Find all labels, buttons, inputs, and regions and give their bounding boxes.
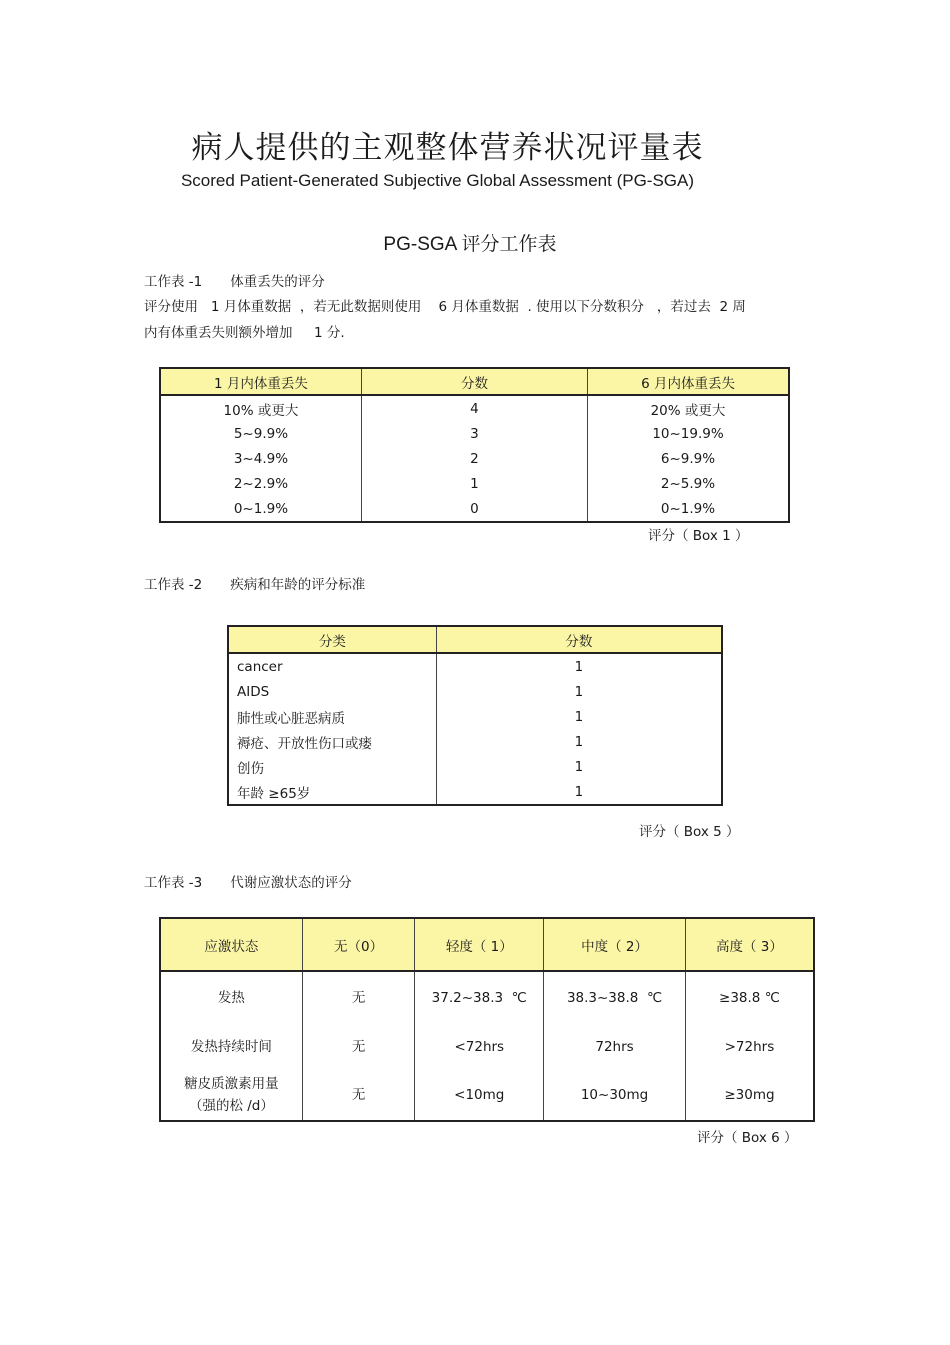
- table-cell: 10~19.9%: [588, 421, 789, 446]
- metabolic-stress-table: [159, 917, 815, 1122]
- table-cell: 年龄 ≥65岁: [228, 779, 436, 805]
- table-row: [160, 496, 789, 522]
- table-cell: ≥38.8 ℃: [685, 971, 814, 1024]
- column-header: 无（0）: [302, 918, 415, 971]
- worksheet-2-label: 工作表 -2: [144, 577, 203, 593]
- table-row: [160, 395, 789, 421]
- table-header-row: [160, 918, 814, 971]
- table-cell: 糖皮质激素用量 （强的松 /d）: [160, 1070, 302, 1121]
- table-cell: 72hrs: [544, 1024, 686, 1070]
- table-cell: 1: [361, 471, 587, 496]
- box1-score-label: 评分（ Box 1 ）: [648, 528, 749, 544]
- table-cell: <72hrs: [415, 1024, 544, 1070]
- table-cell: 3: [361, 421, 587, 446]
- table-cell: 1: [436, 679, 722, 704]
- table-cell: 3~4.9%: [160, 446, 361, 471]
- worksheet-1-heading: [144, 270, 325, 290]
- table-row: [160, 471, 789, 496]
- table-cell: 2: [361, 446, 587, 471]
- table-header-row: [228, 626, 722, 653]
- table-cell: 10% 或更大: [160, 395, 361, 421]
- table-cell: 4: [361, 395, 587, 421]
- column-header: 高度（ 3）: [685, 918, 814, 971]
- worksheet-1-name: 体重丢失的评分: [230, 274, 325, 290]
- table-row: [228, 679, 722, 704]
- table-cell: <10mg: [415, 1070, 544, 1121]
- table-row: [160, 446, 789, 471]
- table-cell: 发热持续时间: [160, 1024, 302, 1070]
- table-cell: 0: [361, 496, 587, 522]
- worksheet-1-desc-line2: 内有体重丢失则额外增加 1 分.: [144, 325, 345, 341]
- worksheet-3-heading: [144, 871, 352, 891]
- disease-age-table: [227, 625, 723, 806]
- column-header: 分数: [436, 626, 722, 653]
- table-row: [228, 754, 722, 779]
- worksheet-3-label: 工作表 -3: [144, 875, 203, 891]
- table-row: [228, 653, 722, 679]
- table-cell: 37.2~38.3 ℃: [415, 971, 544, 1024]
- worksheet-1-desc-line1: 评分使用 1 月体重数据 ，若无此数据则使用 6 月体重数据 . 使用以下分数积分 ，若过去 2 周: [144, 299, 746, 315]
- table-cell: 无: [302, 1024, 415, 1070]
- table-row: [228, 729, 722, 754]
- table-cell: cancer: [228, 653, 436, 679]
- table-cell: 20% 或更大: [588, 395, 789, 421]
- table-cell: 褥疮、开放性伤口或瘘: [228, 729, 436, 754]
- table-cell: 1: [436, 754, 722, 779]
- column-header: 应激状态: [160, 918, 302, 971]
- table-cell: 2~5.9%: [588, 471, 789, 496]
- table-cell: ≥30mg: [685, 1070, 814, 1121]
- table-cell: AIDS: [228, 679, 436, 704]
- column-header: 1 月内体重丢失: [160, 368, 361, 395]
- box5-score-label: 评分（ Box 5 ）: [639, 824, 740, 840]
- table-cell: 发热: [160, 971, 302, 1024]
- table-cell: 肺性或心脏恶病质: [228, 704, 436, 729]
- worksheet-2-heading: [144, 573, 365, 593]
- table-row: [160, 1070, 814, 1121]
- table-cell: 创伤: [228, 754, 436, 779]
- column-header: 中度（ 2）: [544, 918, 686, 971]
- weight-loss-table: [159, 367, 790, 523]
- table-row: [160, 971, 814, 1024]
- worksheet-1-label: 工作表 -1: [144, 274, 203, 290]
- table-row: [160, 421, 789, 446]
- column-header: 轻度（ 1）: [415, 918, 544, 971]
- table-cell: 无: [302, 1070, 415, 1121]
- table-cell: 1: [436, 729, 722, 754]
- table-row: [228, 704, 722, 729]
- table-cell: 1: [436, 779, 722, 805]
- table-cell: >72hrs: [685, 1024, 814, 1070]
- table-cell: 6~9.9%: [588, 446, 789, 471]
- table-header-row: [160, 368, 789, 395]
- worksheet-3-name: 代谢应激状态的评分: [230, 875, 352, 891]
- table-cell: 1: [436, 653, 722, 679]
- table-row: [228, 779, 722, 805]
- table-cell: 38.3~38.8 ℃: [544, 971, 686, 1024]
- page-subtitle: Scored Patient-Generated Subjective Global Assessment (PG-SGA): [180, 171, 695, 190]
- table-cell: 1: [436, 704, 722, 729]
- box6-score-label: 评分（ Box 6 ）: [697, 1130, 798, 1146]
- table-cell: 无: [302, 971, 415, 1024]
- table-cell: 10~30mg: [544, 1070, 686, 1121]
- table-cell: 5~9.9%: [160, 421, 361, 446]
- table-row: [160, 1024, 814, 1070]
- column-header: 6 月内体重丢失: [588, 368, 789, 395]
- column-header: 分数: [361, 368, 587, 395]
- section-title: PG-SGA 评分工作表: [383, 234, 557, 255]
- table-cell: 0~1.9%: [588, 496, 789, 522]
- table-cell: 2~2.9%: [160, 471, 361, 496]
- column-header: 分类: [228, 626, 436, 653]
- page-title: 病人提供的主观整体营养状况评量表: [191, 130, 704, 166]
- worksheet-2-name: 疾病和年龄的评分标准: [230, 577, 366, 593]
- table-cell: 0~1.9%: [160, 496, 361, 522]
